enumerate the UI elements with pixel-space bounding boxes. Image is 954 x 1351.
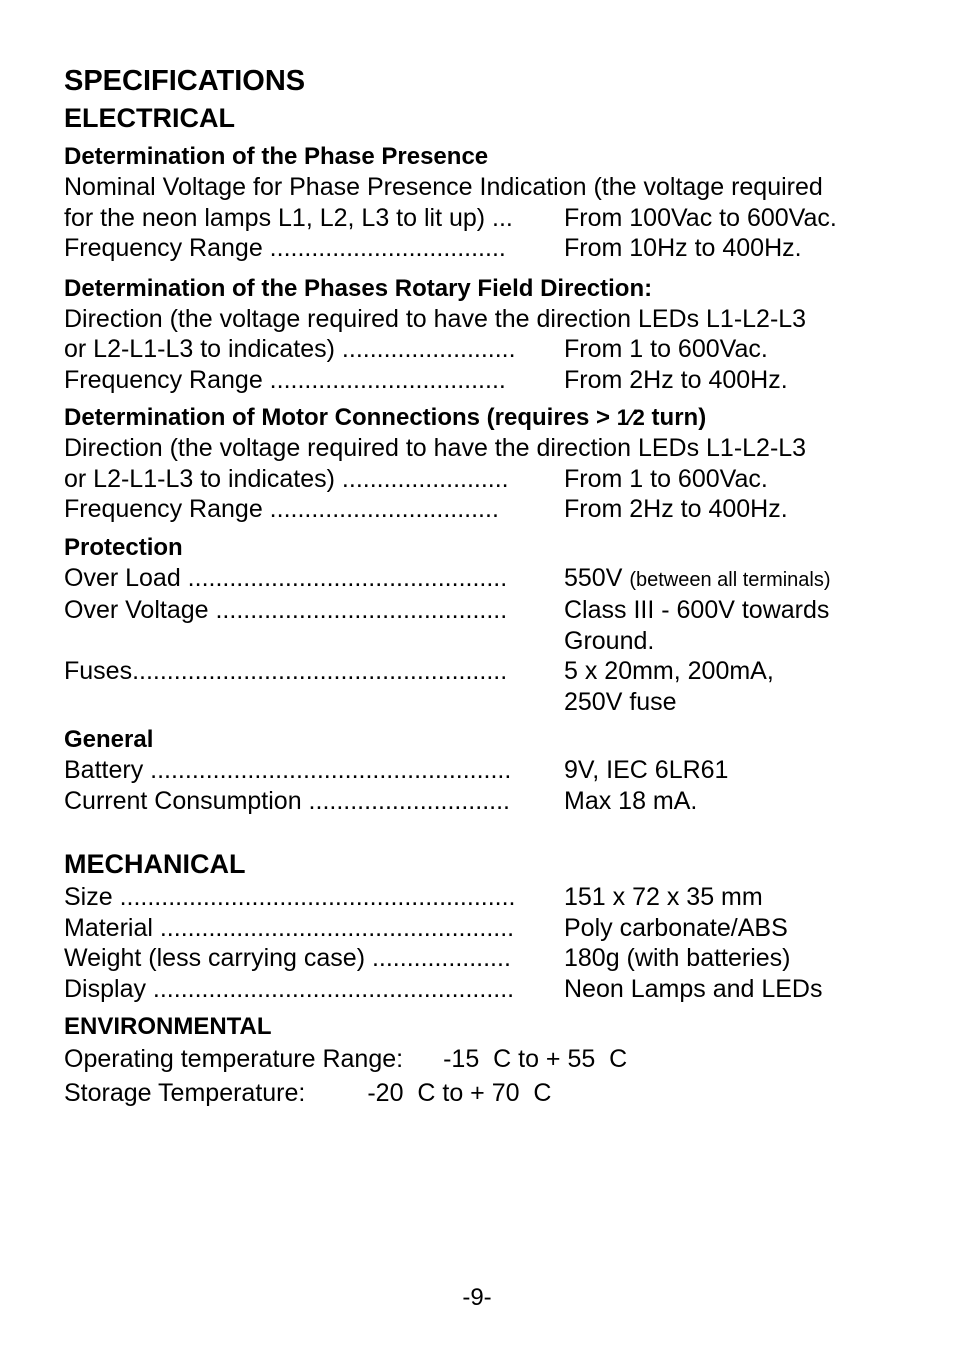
page-title: SPECIFICATIONS [64,65,306,97]
spec-label: Over Load .............................................. [64,563,508,592]
operating-temp-value: -15 C to + 55 C [443,1045,628,1073]
page-number: -9- [462,1284,492,1311]
spec-row [64,913,904,944]
rotary-field-section [64,274,904,396]
spec-value [564,563,831,596]
overload-note: (between all terminals) [629,568,831,591]
phase-presence-heading: Determination of the Phase Presence [64,143,489,170]
spec-label: Battery .................................................... [64,756,512,784]
spec-value: 151 x 72 x 35 mm [564,883,763,911]
spec-row [64,687,904,718]
spec-row [64,974,904,1005]
electrical-heading: ELECTRICAL [64,103,235,133]
spec-label: Fuses...................................................... [64,657,508,685]
spec-row [64,563,904,596]
motor-heading-text: Determination of Motor Connections (requires > [64,404,617,431]
general-heading: General [64,726,154,753]
operating-temp-label: Operating temperature Range: [64,1045,404,1073]
spec-value: From 1 to 600Vac. [564,335,768,363]
spec-label: or L2-L1-L3 to indicates) ........................ [64,464,509,493]
spec-page [64,62,904,1110]
spec-row [64,755,904,786]
spec-value: From 2Hz to 400Hz. [564,495,788,523]
general-section [64,725,904,816]
spec-value: From 100Vac to 600Vac. [564,203,837,232]
motor-connections-section [64,403,904,525]
spec-row [64,786,904,817]
motor-heading-suffix: turn) [644,404,707,431]
spec-label-empty [64,687,564,718]
overload-value: 550V [564,563,623,592]
motor-connections-heading [64,403,904,433]
protection-heading: Protection [64,533,183,561]
spec-row [64,882,904,913]
spec-value: 250V fuse [564,687,677,716]
spec-row [64,943,904,974]
spec-value: Neon Lamps and LEDs [564,974,823,1003]
spec-row [64,656,904,687]
storage-temp-label: Storage Temperature: [64,1079,306,1107]
mechanical-section [64,846,904,1004]
spec-value: Max 18 mA. [564,786,698,815]
spec-value: Poly carbonate/ABS [564,913,788,942]
storage-temp-row [64,1076,904,1110]
spec-label: Frequency Range .................................. [64,234,506,262]
spec-row [64,464,904,495]
spec-label: Display .................................................... [64,974,515,1003]
spec-value: Ground. [564,626,655,655]
half-fraction: 1⁄2 [616,405,645,430]
spec-row [64,334,904,365]
spec-label: for the neon lamps L1, L2, L3 to lit up) ... [64,203,513,232]
spec-label: Weight (less carrying case) .................... [64,944,511,972]
spec-label: or L2-L1-L3 to indicates) ......................... [64,335,516,363]
spec-label-empty [64,626,564,657]
spec-label: Material ................................................... [64,913,515,942]
environmental-heading: ENVIRONMENTAL [64,1013,272,1040]
spec-value: From 10Hz to 400Hz. [564,234,802,262]
spec-value: 9V, IEC 6LR61 [564,756,729,784]
spec-row [64,494,904,525]
protection-section [64,533,904,718]
spec-row [64,595,904,626]
operating-temp-row [64,1042,904,1076]
spec-value: Class III - 600V towards [564,596,830,624]
spec-label: Current Consumption ............................. [64,786,510,815]
mechanical-heading: MECHANICAL [64,849,246,879]
motor-connections-intro: Direction (the voltage required to have the direction LEDs L1-L2-L3 [64,434,807,462]
spec-value: 5 x 20mm, 200mA, [564,657,774,685]
environmental-section [64,1012,904,1110]
storage-temp-value: -20 C to + 70 C [367,1079,552,1107]
spec-label: Frequency Range ................................. [64,495,499,523]
rotary-field-heading: Determination of the Phases Rotary Field Direction: [64,274,653,302]
spec-value: From 1 to 600Vac. [564,464,768,493]
spec-row [64,365,904,396]
spec-value: 180g (with batteries) [564,944,791,972]
phase-presence-section [64,142,904,264]
spec-label: Over Voltage .......................................... [64,596,508,624]
spec-row [64,203,904,234]
spec-row [64,626,904,657]
spec-row [64,233,904,264]
phase-presence-intro: Nominal Voltage for Phase Presence Indication (the voltage required [64,173,823,201]
spec-label: Size ......................................................... [64,883,516,911]
spec-label: Frequency Range .................................. [64,365,506,394]
spec-value: From 2Hz to 400Hz. [564,365,788,394]
rotary-field-intro: Direction (the voltage required to have the direction LEDs L1-L2-L3 [64,304,807,333]
